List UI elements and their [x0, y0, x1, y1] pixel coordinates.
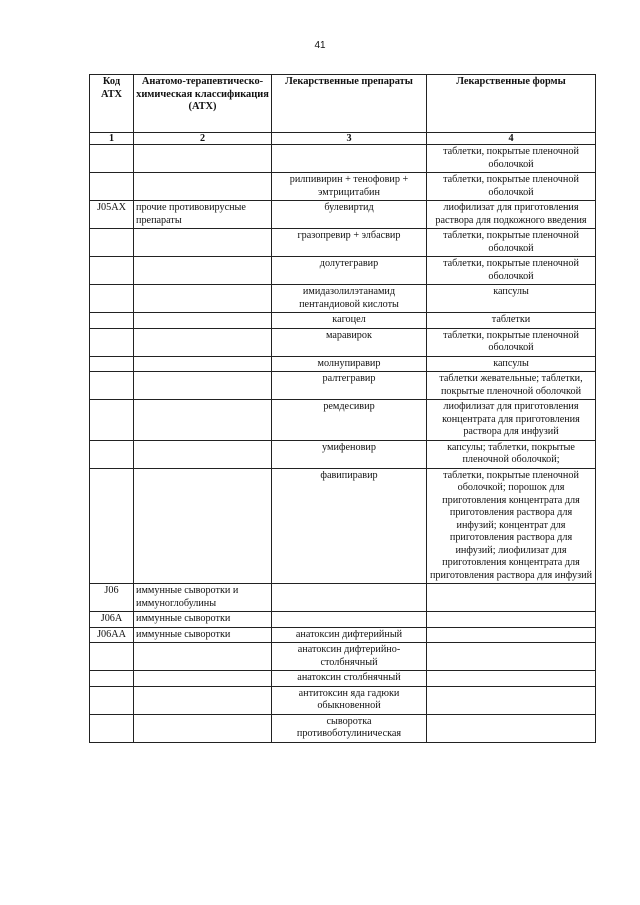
drug-name-cell: булевиртид	[272, 201, 427, 229]
atc-classification-cell	[134, 714, 272, 742]
atc-classification-cell	[134, 468, 272, 584]
atc-code-cell	[90, 328, 134, 356]
dosage-form-cell: капсулы	[427, 356, 596, 372]
table-row	[90, 714, 596, 742]
dosage-form-cell	[427, 612, 596, 628]
table-row	[90, 313, 596, 329]
table-row	[90, 356, 596, 372]
atc-code-cell	[90, 285, 134, 313]
atc-classification-cell	[134, 686, 272, 714]
drug-name-cell: долутегравир	[272, 257, 427, 285]
dosage-form-cell	[427, 686, 596, 714]
atc-classification-cell: иммунные сыворотки	[134, 612, 272, 628]
atc-code-cell	[90, 356, 134, 372]
atc-classification-cell	[134, 356, 272, 372]
atc-code-cell: J06A	[90, 612, 134, 628]
drug-name-cell: ремдесивир	[272, 400, 427, 441]
dosage-form-cell	[427, 714, 596, 742]
header-dosage-forms: Лекарственные формы	[427, 75, 596, 133]
drug-name-cell: фавипиравир	[272, 468, 427, 584]
table-row	[90, 612, 596, 628]
drug-name-cell: сыворотка противоботулиническая	[272, 714, 427, 742]
atc-code-cell	[90, 686, 134, 714]
atc-code-cell	[90, 400, 134, 441]
dosage-form-cell: лиофилизат для приготовления раствора для подкожного введения	[427, 201, 596, 229]
atc-code-cell	[90, 714, 134, 742]
drug-name-cell: анатоксин дифтерийно-столбнячный	[272, 643, 427, 671]
atc-classification-cell	[134, 173, 272, 201]
dosage-form-cell: таблетки, покрытые пленочной оболочкой	[427, 145, 596, 173]
dosage-form-cell: капсулы; таблетки, покрытые пленочной оболочкой;	[427, 440, 596, 468]
table-row	[90, 627, 596, 643]
atc-classification-cell	[134, 229, 272, 257]
drug-name-cell: анатоксин дифтерийный	[272, 627, 427, 643]
column-number: 2	[134, 133, 272, 145]
dosage-form-cell: таблетки жевательные; таблетки, покрытые пленочной оболочкой	[427, 372, 596, 400]
atc-code-cell	[90, 372, 134, 400]
drug-name-cell: молнупиравир	[272, 356, 427, 372]
dosage-form-cell: капсулы	[427, 285, 596, 313]
drug-name-cell: имидазолилэтанамид пентандиовой кислоты	[272, 285, 427, 313]
table-row	[90, 173, 596, 201]
atc-code-cell	[90, 229, 134, 257]
atc-code-cell	[90, 257, 134, 285]
atc-classification-cell	[134, 372, 272, 400]
header-atc-classification: Анатомо-терапевтическо-химическая классификация (АТХ)	[134, 75, 272, 133]
dosage-form-cell	[427, 671, 596, 687]
atc-code-cell	[90, 440, 134, 468]
column-number: 1	[90, 133, 134, 145]
table-row	[90, 400, 596, 441]
atc-classification-cell	[134, 328, 272, 356]
page-number: 41	[314, 40, 326, 51]
atc-code-cell: J06AA	[90, 627, 134, 643]
dosage-form-cell	[427, 584, 596, 612]
table-row	[90, 584, 596, 612]
atc-drug-table	[89, 74, 596, 743]
drug-name-cell: ралтегравир	[272, 372, 427, 400]
dosage-form-cell: таблетки, покрытые пленочной оболочкой	[427, 173, 596, 201]
atc-classification-cell	[134, 400, 272, 441]
dosage-form-cell	[427, 643, 596, 671]
table-row	[90, 201, 596, 229]
table-row	[90, 440, 596, 468]
drug-name-cell: кагоцел	[272, 313, 427, 329]
column-number: 4	[427, 133, 596, 145]
drug-name-cell: рилпивирин + тенофовир + эмтрицитабин	[272, 173, 427, 201]
table-header-row	[90, 75, 596, 133]
atc-classification-cell	[134, 671, 272, 687]
table-row	[90, 643, 596, 671]
atc-classification-cell: прочие противовирусные препараты	[134, 201, 272, 229]
table-row	[90, 229, 596, 257]
atc-code-cell	[90, 643, 134, 671]
drug-name-cell: гразопревир + элбасвир	[272, 229, 427, 257]
table-row	[90, 372, 596, 400]
atc-code-cell	[90, 671, 134, 687]
atc-code-cell	[90, 468, 134, 584]
drug-name-cell	[272, 584, 427, 612]
atc-classification-cell: иммунные сыворотки и иммуноглобулины	[134, 584, 272, 612]
dosage-form-cell: таблетки, покрытые пленочной оболочкой	[427, 257, 596, 285]
atc-classification-cell	[134, 145, 272, 173]
table-row	[90, 285, 596, 313]
atc-classification-cell: иммунные сыворотки	[134, 627, 272, 643]
dosage-form-cell	[427, 627, 596, 643]
atc-code-cell	[90, 145, 134, 173]
dosage-form-cell: лиофилизат для приготовления концентрата для приготовления раствора для инфузий	[427, 400, 596, 441]
table-row	[90, 145, 596, 173]
table-row	[90, 671, 596, 687]
dosage-form-cell: таблетки, покрытые пленочной оболочкой; порошок для приготовления концентрата для приготовления раствора для инфузий; концентрат для приготовления раствора для инфузий; лиофилизат для приготовления концентрата для приготовления раствора для инфузий	[427, 468, 596, 584]
atc-code-cell: J06	[90, 584, 134, 612]
atc-code-cell: J05AX	[90, 201, 134, 229]
drug-name-cell: маравирок	[272, 328, 427, 356]
table-row	[90, 328, 596, 356]
table-row	[90, 468, 596, 584]
dosage-form-cell: таблетки	[427, 313, 596, 329]
header-atc-code: Код АТХ	[90, 75, 134, 133]
drug-name-cell: антитоксин яда гадюки обыкновенной	[272, 686, 427, 714]
atc-classification-cell	[134, 643, 272, 671]
atc-classification-cell	[134, 313, 272, 329]
atc-code-cell	[90, 173, 134, 201]
dosage-form-cell: таблетки, покрытые пленочной оболочкой	[427, 229, 596, 257]
header-drugs: Лекарственные препараты	[272, 75, 427, 133]
drug-name-cell: анатоксин столбнячный	[272, 671, 427, 687]
drug-name-cell	[272, 145, 427, 173]
table-row	[90, 257, 596, 285]
atc-code-cell	[90, 313, 134, 329]
table-row	[90, 686, 596, 714]
atc-classification-cell	[134, 257, 272, 285]
column-number: 3	[272, 133, 427, 145]
drug-name-cell: умифеновир	[272, 440, 427, 468]
column-number-row	[90, 133, 596, 145]
atc-classification-cell	[134, 440, 272, 468]
atc-classification-cell	[134, 285, 272, 313]
dosage-form-cell: таблетки, покрытые пленочной оболочкой	[427, 328, 596, 356]
drug-name-cell	[272, 612, 427, 628]
